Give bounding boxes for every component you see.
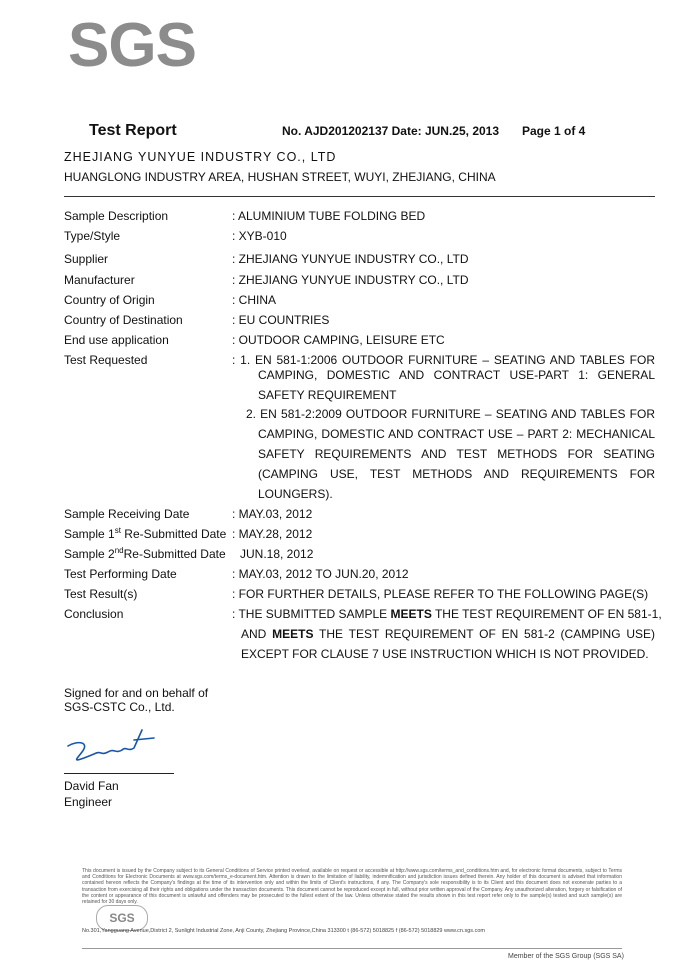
report-title: Test Report <box>89 122 177 139</box>
resubmit1-value: : MAY.28, 2012 <box>232 527 313 541</box>
test-requested-item2-line4: (CAMPING USE, TEST METHODS AND REQUIREMENTS FOR <box>258 467 655 481</box>
performing-date-value: : MAY.03, 2012 TO JUN.20, 2012 <box>232 567 409 581</box>
test-requested-item1-line2: CAMPING, DOMESTIC AND CONTRACT USE-PART 1: GENERAL <box>258 368 655 382</box>
sgs-watermark-stamp: SGS <box>96 905 148 931</box>
type-style-value: : XYB-010 <box>232 229 287 243</box>
report-number: No. AJD201202137 Date: JUN.25, 2013 <box>282 124 500 138</box>
signer-name: David Fan <box>64 779 119 793</box>
country-origin-value: : CHINA <box>232 293 277 307</box>
test-requested-item2-line3: SAFETY REQUIREMENTS AND TEST METHODS FOR SEATING <box>258 447 655 461</box>
sgs-logo <box>68 10 218 82</box>
receiving-date-label: Sample Receiving Date <box>64 507 190 521</box>
test-results-label: Test Result(s) <box>64 587 138 601</box>
footer-fine-print: This document is issued by the Company subject to its General Conditions of Service printed overleaf, available on request or accessible at http://www.sgs.com/terms_and_conditions.htm and, for electronic format documents, subject to Terms and Conditions for Electronic Documents at www.sgs.com/terms_e-document.htm. Attention is drawn to the limitation of liability, indemnification and jurisdiction issues defined therein. Any holder of this document is advised that information contained hereon reflects the Company's findings at the time of its intervention only and within the limits of Client's instructions, if any. The Company's sole responsibility is to its Client and this document does not exonerate parties to a transaction from exercising all their rights and obligations under the transaction documents. This document cannot be reproduced except in full, without prior written approval of the Company. Any unauthorized alteration, forgery or falsification of the content or appearance of this document is unlawful and offenders may be prosecuted to the fullest extent of the law. Unless otherwise stated the results shown in this test report refer only to the sample(s) tested and such sample(s) are retained for 30 days only. <box>82 868 622 906</box>
type-style-label: Type/Style <box>64 229 121 243</box>
end-use-label: End use application <box>64 333 169 347</box>
performing-date-label: Test Performing Date <box>64 567 177 581</box>
test-requested-item2-line5: LOUNGERS). <box>258 487 333 501</box>
test-requested-label: Test Requested <box>64 353 148 367</box>
receiving-date-value: : MAY.03, 2012 <box>232 507 313 521</box>
supplier-label: Supplier <box>64 252 109 266</box>
logo-text: SGS <box>68 11 196 80</box>
end-use-value: : OUTDOOR CAMPING, LEISURE ETC <box>232 333 445 347</box>
footer-address: No.301,Yangguang Avenue,District 2, Sunlight Industrial Zone, Anji County, Zhejiang Province,China 313300 t (86-572) 5018825 f (86-572) 5018829 www.cn.sgs.com <box>82 928 485 934</box>
company-name: ZHEJIANG YUNYUE INDUSTRY CO., LTD <box>64 150 337 164</box>
supplier-value: : ZHEJIANG YUNYUE INDUSTRY CO., LTD <box>232 252 469 266</box>
test-requested-item1-line3: SAFETY REQUIREMENT <box>258 388 397 402</box>
member-of-sgs: Member of the SGS Group (SGS SA) <box>508 953 624 960</box>
handwritten-signature <box>64 722 164 772</box>
conclusion-line1: : THE SUBMITTED SAMPLE MEETS THE TEST REQUIREMENT OF EN 581-1, <box>232 607 662 621</box>
country-destination-label: Country of Destination <box>64 313 183 327</box>
resubmit2-value: JUN.18, 2012 <box>240 547 314 561</box>
conclusion-label: Conclusion <box>64 607 124 621</box>
test-requested-item2-line1: 2. EN 581-2:2009 OUTDOOR FURNITURE – SEATING AND TABLES FOR <box>246 407 655 421</box>
country-destination-value: : EU COUNTRIES <box>232 313 330 327</box>
sample-description-value: : ALUMINIUM TUBE FOLDING BED <box>232 209 426 223</box>
manufacturer-label: Manufacturer <box>64 273 135 287</box>
manufacturer-value: : ZHEJIANG YUNYUE INDUSTRY CO., LTD <box>232 273 469 287</box>
signer-role: Engineer <box>64 795 113 809</box>
conclusion-line2: AND MEETS THE TEST REQUIREMENT OF EN 581-2 (CAMPING USE) <box>241 627 656 641</box>
resubmit1-label: Sample 1st Re-Submitted Date <box>64 526 227 541</box>
test-results-value: : FOR FURTHER DETAILS, PLEASE REFER TO THE FOLLOWING PAGE(S) <box>232 587 649 601</box>
footer-divider <box>82 948 622 949</box>
header-divider <box>64 196 655 197</box>
company-address: HUANGLONG INDUSTRY AREA, HUSHAN STREET, WUYI, ZHEJIANG, CHINA <box>64 170 496 184</box>
signature-line <box>64 773 174 774</box>
test-requested-item1-line1: : 1. EN 581-1:2006 OUTDOOR FURNITURE – SEATING AND TABLES FOR <box>232 353 655 367</box>
country-origin-label: Country of Origin <box>64 293 155 307</box>
sample-description-label: Sample Description <box>64 209 169 223</box>
test-requested-item2-line2: CAMPING, DOMESTIC AND CONTRACT USE – PART 2: MECHANICAL <box>258 427 655 441</box>
conclusion-line3: EXCEPT FOR CLAUSE 7 USE INSTRUCTION WHICH IS NOT PROVIDED. <box>241 647 649 661</box>
resubmit2-label: Sample 2ndRe-Submitted Date <box>64 546 226 561</box>
signing-company: SGS-CSTC Co., Ltd. <box>64 700 175 714</box>
page-number: Page 1 of 4 <box>522 124 586 138</box>
signed-on-behalf: Signed for and on behalf of <box>64 686 209 700</box>
